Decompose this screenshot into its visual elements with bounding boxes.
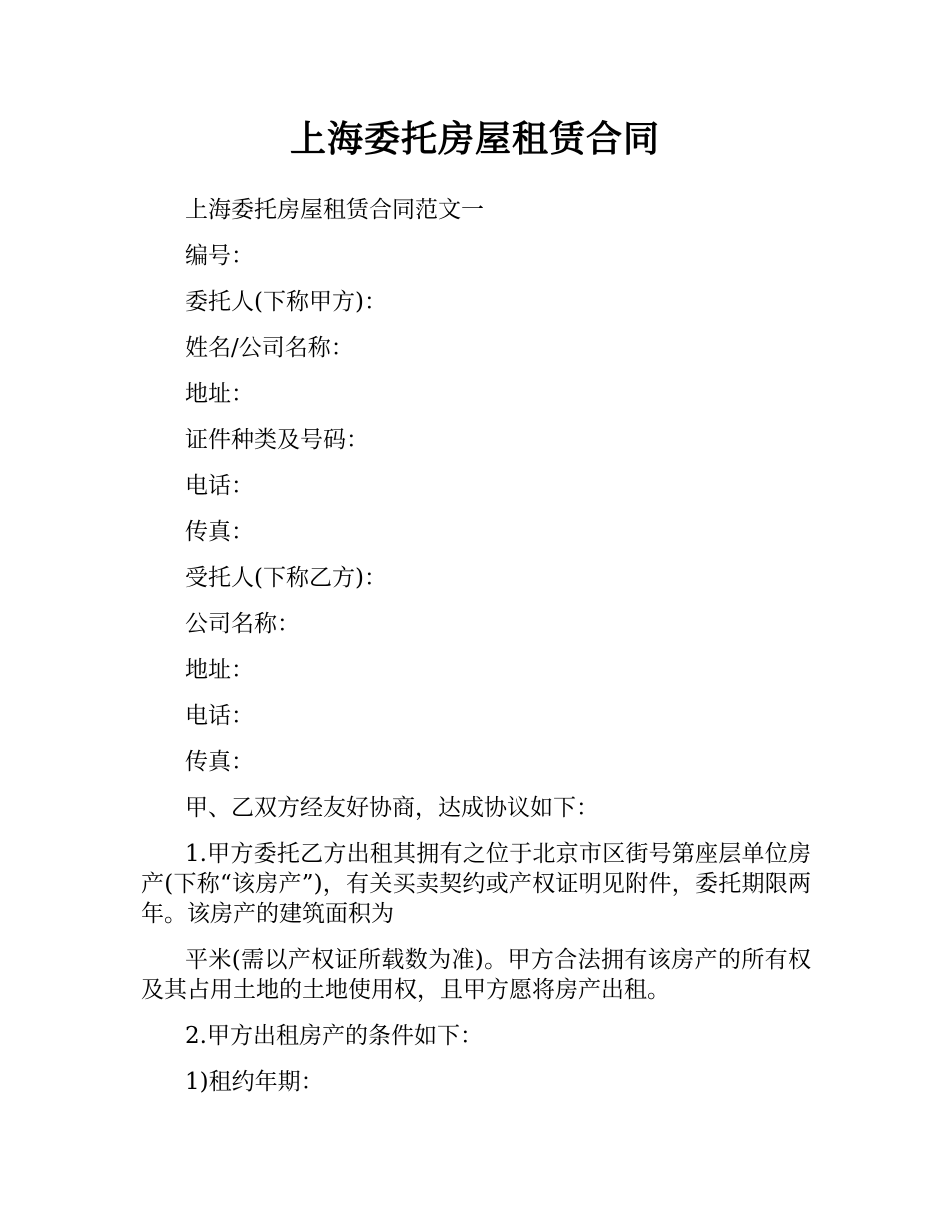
principal-id-line: 证件种类及号码： — [185, 427, 369, 453]
agreement-intro-line: 甲、乙双方经友好协商，达成协议如下： — [185, 795, 599, 821]
agent-heading-line: 受托人(下称乙方)： — [185, 565, 387, 591]
clause-1-continuation-paragraph: 平米(需以产权证所载数为准)。甲方合法拥有该房产的所有权及其占用土地的土地使用权，且甲方愿将房产出租。 — [141, 947, 811, 1003]
agent-fax-line: 传真： — [185, 749, 254, 775]
principal-fax-line: 传真： — [185, 519, 254, 545]
clause-2-paragraph: 2.甲方出租房产的条件如下： — [185, 1023, 483, 1049]
agent-address-line: 地址： — [185, 657, 254, 683]
document-title: 上海委托房屋租赁合同 — [289, 119, 660, 160]
principal-heading-line: 委托人(下称甲方)： — [185, 289, 387, 315]
agent-company-line: 公司名称： — [185, 611, 300, 637]
document-body — [141, 195, 811, 1113]
contract-number-line: 编号： — [185, 243, 254, 269]
principal-address-line: 地址： — [185, 381, 254, 407]
clause-1-paragraph: 1.甲方委托乙方出租其拥有之位于北京市区街号第座层单位房产(下称“该房产”)，有关买卖契约或产权证明见附件，委托期限两年。该房产的建筑面积为 — [141, 841, 811, 927]
clause-2-item-1-paragraph: 1)租约年期： — [185, 1069, 324, 1095]
agent-phone-line: 电话： — [185, 703, 254, 729]
principal-phone-line: 电话： — [185, 473, 254, 499]
subtitle-line: 上海委托房屋租赁合同范文一 — [185, 197, 484, 223]
principal-name-line: 姓名/公司名称： — [185, 335, 354, 361]
